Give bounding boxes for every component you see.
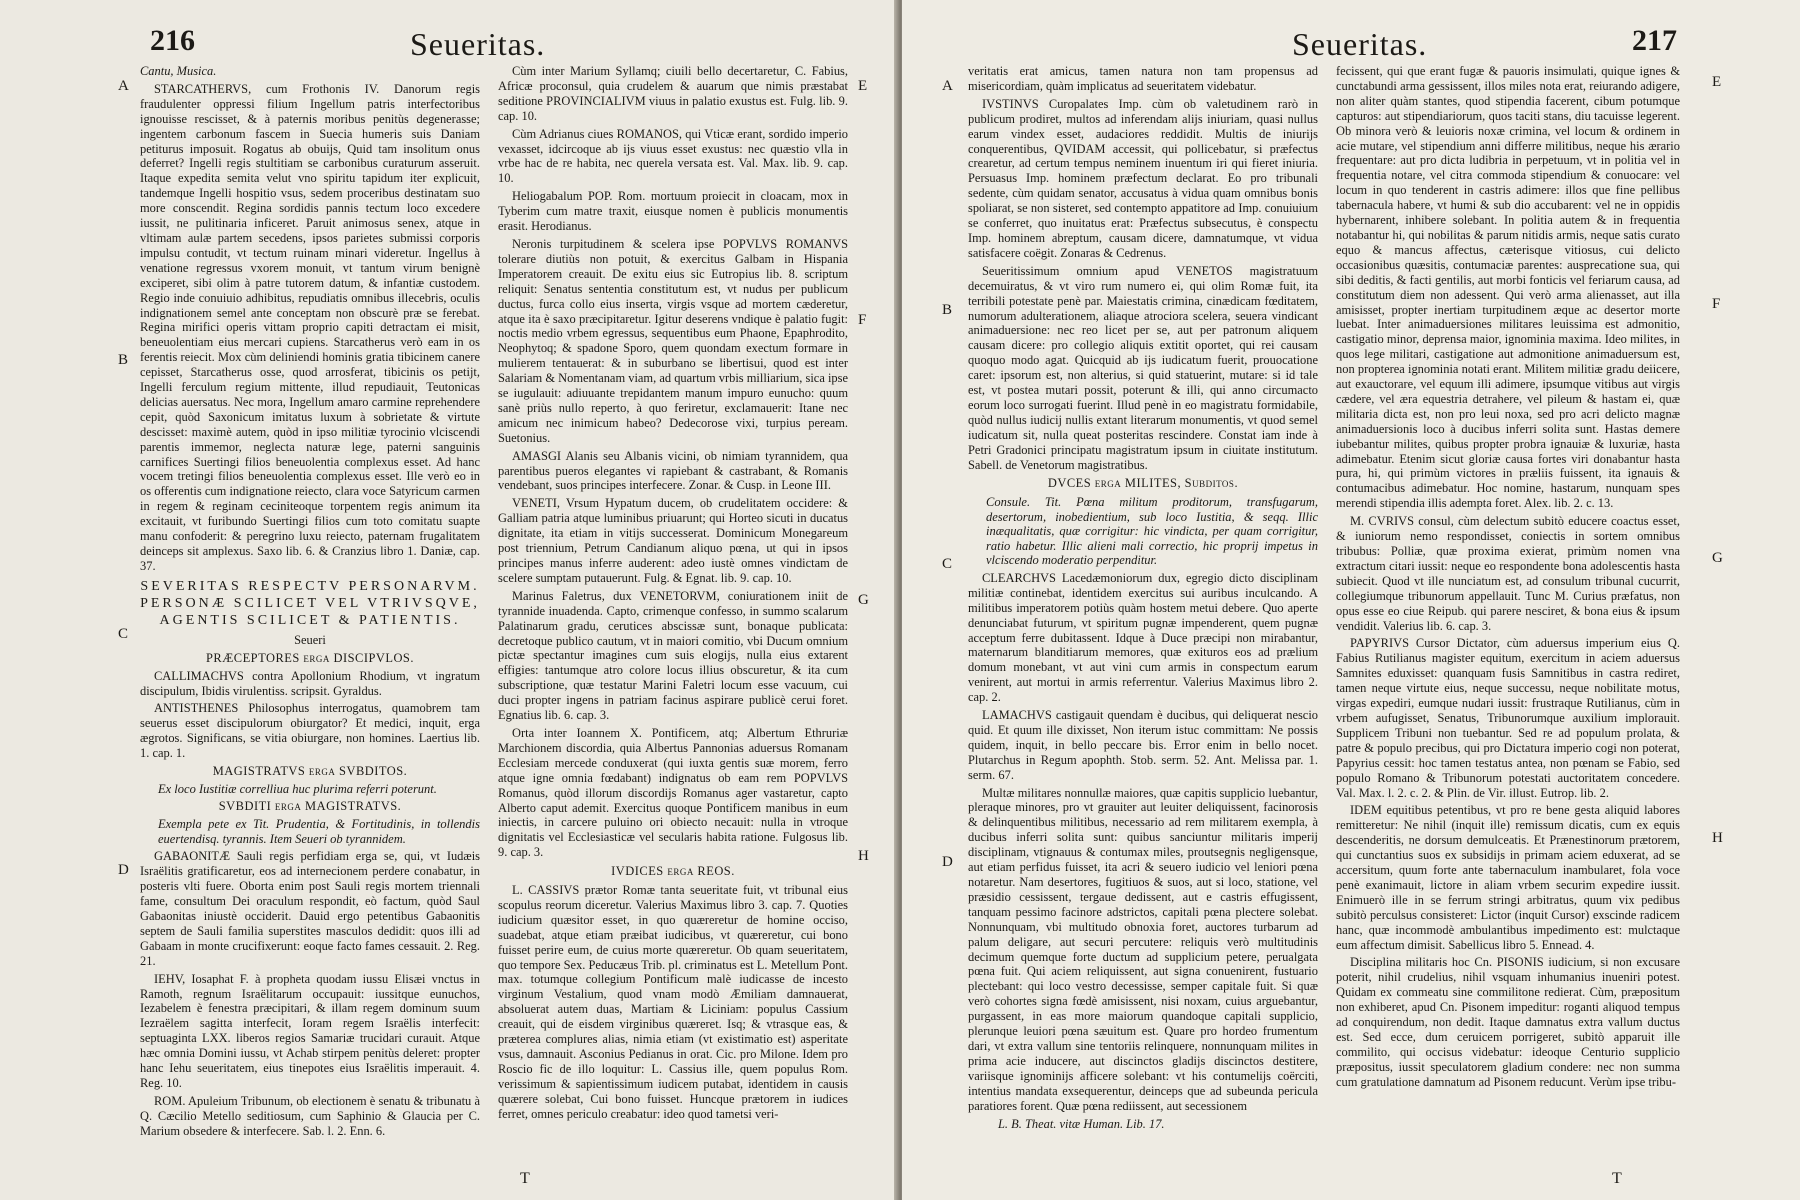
margin-letter-a: A xyxy=(942,78,953,94)
paragraph: Marinus Faletrus, dux VENETORVM, coniurationem iniit de tyrannide inuadenda. Capto, crimenque confesso, in summo scalarum Palatinarum gradu, cerutices abscissæ sunt, bonaque publicata: decretoque publico cautum, vt in maiori comitio, vbi Ducum omnium pictæ spectantur imagines cum suis elogijs, nulla eius extarent effigies: tantumque atro colore locus illius obscuretur, & ita cum subscriptione, quæ testatur Marini Faletri locum esse vacuum, cui duci propter ingens in patriam facinus aspirare publicè cerui foret. Egnatius lib. 6. cap. 3. xyxy=(498,588,848,723)
paragraph: Disciplina militaris hoc Cn. PISONIS iudicium, si non excusare poterit, nihil crudelius, nihil vsquam inhumanius inueniri potest. Quidam ex commeatu sine commilitone redierat. Cùm, præpositum non exhiberet, apud Cn. Pisonem impeditur: roganti aliquod tempus ad conquirendum, non dedit. Itaque damnatus extra vallum ductus est. Sed ecce, dum ceruicem porrigeret, subitò apparuit ille commilito, qui occisus videbatur: ideoque Centurio supplicio præpositus, iussit speculatorem gladium condere: nec non summa cum gratulatione damnatum ad Pisonem reducunt. Verùm ipse tribu- xyxy=(1336,955,1680,1089)
text-column-2 xyxy=(1336,64,1680,1093)
subheading: MAGISTRATVS erga SVBDITOS. xyxy=(212,764,408,779)
page-number: 216 xyxy=(150,24,195,57)
right-page xyxy=(902,0,1800,1200)
paragraph: AMASGI Alanis seu Albanis vicini, ob nimiam tyrannidem, qua parentibus pueros elegantes vi rapiebant & castrabant, & Romanis vendebant, suos principes interfecere. Zonar. & Cusp. in Leone III. xyxy=(498,448,848,493)
section-heading: DVCES erga MILITES, Subditos. xyxy=(1047,476,1239,491)
cross-reference-note: Exempla pete ex Tit. Prudentia, & Fortitudinis, in tollendis euertendisq. tyrannis. Item Seueri ob tyrannidem. xyxy=(158,817,480,846)
left-page xyxy=(0,0,898,1200)
section-heading: IVDICES erga REOS. xyxy=(611,864,735,879)
paragraph: Cantu, Musica. xyxy=(140,64,217,78)
paragraph: GABAONITÆ Sauli regis perfidiam erga se, qui, vt Iudæis Israëlitis gratificaretur, eos ad internecionem perdere conabatur, in posteris vlti fuere. Oborta enim post Sauli regis mortem triennali fame, consultum Dei oraculum respondit, eò factum, quòd Saul Gabaonitas iniustè occiderit. Dauid ergo petentibus Gabaonitis septem de Sauli familia superstites masculos dedidit: quos illi ad Gabaam in monte crucifixerunt: eoque facto fames cessauit. 2. Reg. 21. xyxy=(140,849,480,968)
paragraph: Cùm Adrianus ciues ROMANOS, qui Vticæ erant, sordido imperio vexasset, idcircoque ab ijs viuus esset exustus: nec quæstio vlla in vrbe hac de re habita, nec querela versata est. Val. Max. lib. 9. cap. 10. xyxy=(498,126,848,186)
paragraph: IVSTINVS Curopalates Imp. cùm ob valetudinem rarò in publicum prodiret, multos ad inferendam alijs iniuriam, quasi nullus earum vindex esset, audaciores reddidit. Multis de iniurijs conquerentibus, QVIDAM accessit, qui pollicebatur, si præfectus crearetur, ad certum tempus neminem inuentum iri qui fieret iniuria. Persuasus Imp. hominem præfectum declarat. Eo pro tribunali sedente, cùm quidam senator, accusatus à vidua quam omnibus bonis spoliarat, se non sisteret, sed contempto appatitore ad Imp. conuiuium se conferret, quo inuitatus erat: Præfectus subsecutus, è conspectu Imp. hominem abreptum, causam dicere, damnatumque, vt vidua satisfacere coëgit. Zonaras & Cedrenus. xyxy=(968,96,1318,260)
margin-letter-c: C xyxy=(942,556,953,572)
paragraph: Heliogabalum POP. Rom. mortuum proiecit in cloacam, mox in Tyberim cum matre traxit, eiusque nomen è publicis monumentis erasit. Herodianus. xyxy=(498,189,848,234)
paragraph: fecissent, qui que erant fugæ & pauoris insimulati, quique ignes & cunctabundi arma gessissent, illos miles nota erat, reiurando adigere, non aliter quàm stantes, quod stipendia facerent, cibum potumque capturos: aut stipendiariorum, quos taciti stans, diu tacuisse legerent. Ob minora verò & leuioris noxæ crimina, vel locum & ordinem in acie mutare, vel stipendium anni differre militibus, neque his ærario frequentare: aut pro dicta ludibria in perpetuum, vt in politia vel in frequentia notare, vel citra commoda stipendium & conuocare: vel locum in quo tenderent in castris adimere: illos que fine pellibus tabernacula habere, vt humi & sub dio accubarent: vel ne in oppidis hybernarent, inhibere solebant. In politia autem & in frequentia notabantur hi, qui nobilitas & parum nitidis armis, neque satis curato equo & mancus affectus, cæterisque vitiosus, cui delicto occasionibus quæsitis, contumaciæ parentes: ausprecatione sua, qui sibi deditis, & facti gentilis, aut morbi fonticis vel feriarum causa, ad constitutum diem non adessent. Qui verò arma alienasset, aut illa amisisset, propter inertiam turpitudinem æque ac desertor morte luebat. Inter animaduersiones militares leuissima est admonitio, castigatio minor, deprensa maior, ignominia maxima. Ideo milites, in quos lege militari, castigatione aut admonitione animaduersum est, non propterea ignominia notati erant. Militem militiæ gradu deiicere, aut exauctorare, vel equum illi adimere, ipsumque vitibus aut virgis cædere, vel æra equestria detrahere, vel pileum & hastam ei, quæ militaria dicta est, non pro leui noxa, sed pro acri delicto magnæ animaduersionis loco à ducibus inferri solita sunt. Hastas demere iubebantur milites, quibus propter probra ignauiæ & luxuriæ, hasta adimebatur. Etenim sicut gloriæ causa fortes viri donabantur hasta pura, hi, qui primùm victores in præliis fuissent, ita ignauis & contumacibus adimebatur. Hoc nomine, hastarum, nunquam spes merendi stipendia illis adempta foret. Alex. lib. 2. c. 13. xyxy=(1336,64,1680,511)
paragraph: STARCATHERVS, cum Frothonis IV. Danorum regis fraudulenter oppressi filium Ingellum patris interfectoribus ignouisse rescisset, & à paternis moribus penitùs degenerasse; ingentem carbonum fascem in Suecia humeris suis Daniam petiturus imposuit. Rogatus ab obuijs, Quid tam insolitum onus deferret? Ingelli regis stultitiam se carbonibus curaturum asseruit. Itaque expedita semita velut vno spiritu tapidum iter explicuit, tandemque Ingelli hospitio vsus, sedem proceribus destinatam suo more conscendit. Regina sordidis pannis tectum loco excedere iussit, ne pulitinaria inficeret. Paruit animosus senex, atque in vltimam aulæ partem secedens, ipsos parietes submissi corporis impulsu contudit, vt tectum ruinam minari videretur. Ingellus à venatione regressus vxorem monuit, vt tantum virum benignè exciperet, sibi olim à patre tutorem datum, & infantiæ custodem. Regio inde conuiuio adhibitus, repudiatis omnibus illecebris, oculis indignationem semel ante conceptam non obscurè præ se ferebat. Regina mirifici operis vittam proprio capiti detractam ei misit, beneuolentiam eius mercari cupiens. Starcatherus verò eam in os ferentis reiecit. Mox cùm deliniendi hominis gratia tibicinem canere cepisset, Starcatherus osse, quod arrosferat, tibicinis os petijt, Ingelli ferculum regium mittente, illud repudiauit, Teutonicas delicias auersatus. Nec mora, Ingellum amaro carmine reprehendere cepit, quòd Saxonicum imitatus luxum à sobrietate & virtute descisset: maximè autem, quòd in ipso militiæ tyrocinio vlciscendi parentis immemor, neglecta naturæ lege, paterni sanguinis carnifices Suertingi filios beneuolentia complexus esset. Ad hanc vocem tretingi filios beneuolentia complexus esset. Ille verò eo in os offerentis cum indignatione reiecto, clara voce Satyricum carmen in regem & reginam ceciniteoque torpentem regis animum ita excitauit, vt furibundo Suertingi filios cum toto comitatu suapte manu confoderit: & peregrino luxu reiecto, paternam frugalitatem deinceps sit amplexus. Saxo lib. 6. & Cranzius libro 1. Daniæ, cap. 37. xyxy=(140,81,480,573)
paragraph: L. CASSIVS prætor Romæ tanta seueritate fuit, vt tribunal eius scopulus reorum diceretur. Valerius Maximus libro 3. cap. 7. Quoties iudicium quæsitor esset, in quo quæreretur de homine occiso, suadebat, atque etiam præibat iudicibus, vt quæreretur, cui bono fuisset perire eum, de cuius morte quæreretur. Ob quam seueritatem, quo tempore Sex. Peducæus Trib. pl. criminatus est L. Metellum Pont. max. totumque collegium Pontificum malè iudicasse de incesto virginum Vestalium, quod vnam modò Æmiliam damnauerat, absoluerat autem duas, Martiam & Liciniam: populus Cassium creauit, qui de eisdem virginibus quæreret. Isq; & vtrasque eas, & præterea complures alias, nimia etiam (vt existimatio est) asperitate vsus, damnauit. Asconius Pedianus in orat. Cic. pro Milone. Idem pro Roscio fic de illo loquitur: L. Cassius ille, quem populus Rom. verissimum & sapientissimum iudicem putabat, identidem in causis quærere solebat, Cui bono fuisset. Huncque prætorem in iudices ferret, omnes periculo creabatur: ideo quod tametsi veri- xyxy=(498,883,848,1121)
cross-reference-note: Ex loco Iustitiæ correlliua huc plurima referri poterunt. xyxy=(158,781,437,796)
source-note: L. B. Theat. vitæ Human. Lib. 17. xyxy=(998,1116,1165,1131)
margin-letter-a: A xyxy=(118,78,129,94)
margin-letter-f: F xyxy=(858,312,867,328)
margin-letter-b: B xyxy=(118,352,129,368)
paragraph: CALLIMACHVS contra Apollonium Rhodium, vt ingratum discipulum, Ibidis virulentiss. scripsit. Gyraldus. xyxy=(140,668,480,698)
paragraph: PAPYRIVS Cursor Dictator, cùm aduersus imperium eius Q. Fabius Rutilianus magister equitum, exercitum in aciem aduersus Samnites eduxisset: quanquam fusis Samnitibus in castra rediret, tamen neque virtute eius, neque successu, neque nobilitate motus, virgas expediri, eumque nudari iussit: frustraque Rutilianus, cùm in vrbem aufugisset, Senatus, Tribunorumque auxilium implorauit. Supplicem Tribuni non tuebantur. Sed re ad populum prolata, & patre & populo precibus, qui pro Dictatura imperio cogi non poterat, Papyrius cessit: hoc tamen testatus antea, non pœnam se Fabio, sed populo Romano & Tribunorum potestati auctoritatem concedere. Val. Max. l. 2. c. 2. & Plin. de Vir. illust. Eutrop. lib. 2. xyxy=(1336,636,1680,800)
running-head: Seueritas. xyxy=(1292,26,1428,62)
subheading: PRÆCEPTORES erga DISCIPVLOS. xyxy=(206,650,414,665)
paragraph: LAMACHVS castigauit quendam è ducibus, qui deliquerat nescio quid. Et quum ille dixisset, Non iterum istuc committam: Ne possis quidem, inquit, in bello peccare bis. Error enim in bello nocet. Plutarchus in Regum apophth. Stob. serm. 52. Ant. Melissa par. 1. serm. 67. xyxy=(968,708,1318,782)
subheading: SVBDITI erga MAGISTRATVS. xyxy=(218,799,402,814)
text-column-2 xyxy=(498,64,848,1125)
paragraph: M. CVRIVS consul, cùm delectum subitò educere coactus esset, & iuniorum nemo respondisset, coniectis in sortem omnibus tribubus: Polliæ, quæ proxima exierat, primùm nomen vna extractum citari iussit: neque eo respondente bona adolescentis hasta subiecit. Quod vt ille nunciatum est, ad consulum tribunal cucurrit, collegiumque tribunorum appellauit. Tunc M. Curius præfatus, non opus esse eo ciue Reipub. qui parere nesciret, & bona eius & ipsum vendidit. Valerius lib. 6. cap. 3. xyxy=(1336,514,1680,633)
section-heading: SEVERITAS RESPECTV PERSONARVM. PERSONÆ SCILICET VEL VTRIVSQVE, AGENTIS SCILICET & PATIENTIS. xyxy=(140,578,480,628)
paragraph: Cùm inter Marium Syllamq; ciuili bello decertaretur, C. Fabius, Africæ proconsul, quia crudelem & auarum que nimis præstabat seditione PROVINCIALIVM viuus in palatio exustus est. Fulg. lib. 9. cap. 10. xyxy=(498,64,848,123)
paragraph: Multæ militares nonnullæ maiores, quæ capitis supplicio luebantur, pleraque minores, pro vt grauiter aut leuiter deliquissent, facinorosis & delinquentibus militibus, necessario ad rem militarem exempla, à ducibus inferri solita sunt: quibus sanciuntur militaris imperij disciplinam, vtignauus & contumax miles, proutsegnis negligensque, aut etiam perfidus fuisset, ita acri & seuero iudicio vel leniori pœna notaretur. Nam desertores, fugitiuos & suos, aut si loco, statione, vel præsidio cessissent, tergaue dedissent, aut e castris effugissent, tanquam pessimo facinore adstrictos, capitali pœna plectere solebat. Nonnunquam, vbi multitudo obnoxia foret, auctores turbarum ad palum deligare, aut securi percutere: reliquis verò multitudinis decimum quemque forte ductum ad supplicium petere, perualgata pœna fuit. Qui aciem reliquissent, aut signa conuenirent, fustuario plectebant: qui loco vestro decessisse, semper capitale fuit. Si quæ verò cohortes signa fœdè amisissent, nisi noxam, cuius arguebantur, purgassent, in eas more maiorum quandoque capitali supplicio, plerunque leuiori pœna sæuitum est. Quare pro hordeo frumentum dari, vt extra vallum sine tentoriis relinquere, nonnunquam milites in prima acie inducere, aut discinctos gladijs discinctos destitere, variisque ignominijs afficere solebant: vt his contumelijs coërciti, intentius mandata exsequerentur, deinceps que ad subeunda pericula paratiores forent. Quæ pœna rediissent, aut secessionem xyxy=(968,785,1318,1113)
margin-letter-d: D xyxy=(118,862,129,878)
margin-letter-e: E xyxy=(1712,74,1722,90)
paragraph: ANTISTHENES Philosophus interrogatus, quamobrem tam seuerus esset discipulorum obiurgator? Et medici, inquit, erga ægrotos. Significans, se vitia obiurgare, non homines. Laertius lib. 1. cap. 1. xyxy=(140,701,480,761)
margin-letter-c: C xyxy=(118,626,129,642)
margin-letter-g: G xyxy=(858,592,869,608)
running-head: Seueritas. xyxy=(410,26,546,62)
paragraph: veritatis erat amicus, tamen natura non tam propensus ad misericordiam, quàm implicatus ad seueritatem videbatur. xyxy=(968,64,1318,93)
margin-letter-h: H xyxy=(1712,830,1723,846)
margin-letter-d: D xyxy=(942,854,953,870)
text-column-1 xyxy=(968,64,1318,1134)
paragraph: VENETI, Vrsum Hypatum ducem, ob crudelitatem occidere: & Galliam patria atque luminibus priuarunt; qui Horteo sicuti in ducatus dignitate, ita etiam in vitijs successerat. Dominicum Monegareum post triennium, Petrum Candianum aliquo pœna, ut qui in ipsos principes manus inferre auderent: adeo iustè omnes vindictam de scelere sumptam putauerunt. Fulg. & Egnat. lib. 9. cap. 10. xyxy=(498,496,848,585)
subheading: Seueri xyxy=(294,632,326,647)
signature-mark: T xyxy=(1612,1170,1622,1187)
page-number: 217 xyxy=(1632,24,1677,57)
margin-letter-b: B xyxy=(942,302,953,318)
margin-letter-e: E xyxy=(858,78,868,94)
margin-letter-f: F xyxy=(1712,296,1721,312)
signature-mark: T xyxy=(520,1170,530,1187)
paragraph: IDEM equitibus petentibus, vt pro re bene gesta aliquid labores remitteretur: Ne nihil (inquit ille) remissum dicatis, cum ex equis descenderitis, ne dorsum demulceatis. Et Prænestinorum prætorem, qui cunctantius suos ex subsidijs in primam aciem eduxerat, ad se accersitum, quum forte ante tabernaculum inambularet, fola voce penè exanimauit, lictore in aliam vrbem securim expedire iussit. Enimuerò ille in se ferrum stringi arbitratus, quum vix pedibus subitò perculsus consisteret: Lictor (inquit Cursor) exscinde radicem hanc, quæ incommodè ambulantibus impedimento est: mulctaque eum affectum dimisit. Sabellicus libro 5. Ennead. 4. xyxy=(1336,803,1680,952)
margin-letter-h: H xyxy=(858,848,869,864)
paragraph: IEHV, Iosaphat F. à propheta quodam iussu Elisæi vnctus in Ramoth, regnum Israëlitarum occupauit: iussitque eunuchos, Iezabelem è fenestra præcipitari, & illam regem dominum suum Iezraëlem sagitta interfecit, Ioram regem Israëlis interfecit: septuaginta LXX. liberos regios Samariæ trucidari curauit. Atque hæc omnia Domini iussu, vt Achab stirpem penitùs deleret: propter hanc Iehu seueritatem, eius tinepotes eius Israëlitis imperauit. 4. Reg. 10. xyxy=(140,971,480,1090)
paragraph: Orta inter Ioannem X. Pontificem, atq; Albertum Ethruriæ Marchionem discordia, quia Albertus Pannonias aduersus Romanam Ecclesiam mercede conduxerat (qui iuxta gentis suæ morem, ferro atque igne omnia fœdabant) indignatus ob eam rem POPVLVS Romanus, quòd illorum discordijs Romanus ager vastaretur, capto Alberto caput ademit. Exercitus quoque Pontificem manibus in eum iniectis, in carcere puluino ori obiecto necauit: nulla in vtroque dignitatis vel Ecclesiasticæ vel secularis habita ratione. Fulgosus lib. 9. cap. 3. xyxy=(498,725,848,860)
paragraph: CLEARCHVS Lacedæmoniorum dux, egregio dicto disciplinam militiæ continebat, identidem exercitus sui auribus inculcando. A militibus imperatorem potiùs quàm hostem metui debere. Quo aperte denunciabat futurum, vt spiritum pugnæ impenderent, quem pugnæ acceptum ferre dubitassent. Idque à Duce præcipi non mirabantur, maternarum blanditiarum memores, quæ exituros eos ad prælium domum monebant, vt aut vini cum armis in conspectum earum venirent, aut mortui in armis referrentur. Valerius Maximus libro 2. cap. 2. xyxy=(968,570,1318,705)
text-column-1 xyxy=(140,64,480,1142)
margin-letter-g: G xyxy=(1712,550,1723,566)
paragraph: Seueritissimum omnium apud VENETOS magistratuum decemuiratus, & vt viro rum numero ei, qui olim Romæ fuit, ita terribili potestate penè par. Maiestatis crimina, cinædicam fœditatem, numorum adulterationem, aliaque atrociora scelera, seuera vindicant animaduersione: nec reo licet per se, aut per patronum aliquem causam dicere: pro collegio aliquis extitit oportet, qui rei causam quoquo modo agat. Quicquid ab ijs iudicatum fuerit, prouocatione caret: ipsorum est, non alterius, si quid statuerint, mutare: si id tale est, vt postea mutari possit, poterunt & illi, qui anno circumacto eorum loco surrogati fuerint. Illud penè in eo magistratu formidabile, quòd nullus iudicij nullis extant literarum monumentis, vt quod semel iudicatum sit, nulla queat posteritas rescindere. Constat iam inde à Petri Gradonici principatu magistratum ipsum in ciuitate institutum. Sabell. de Venetorum magistratibus. xyxy=(968,263,1318,472)
cross-reference-note: Consule. Tit. Pœna militum proditorum, transfugarum, desertorum, inobedientium, sub loco Iustitia, & seqq. Illic inæqualitatis, quæ corrigitur: hic vindicta, per quam corrigitur, ratio habetur. Illic alieni mali correctio, hic proprij impetus in vlciscendo moderatio perpenditur. xyxy=(986,495,1318,568)
paragraph: ROM. Apuleium Tribunum, ob electionem è senatu & tribunatu à Q. Cæcilio Metello seditiosum, cum Saphinio & Glaucia per C. Marium obsedere & interfecere. Sab. l. 2. Enn. 6. xyxy=(140,1093,480,1138)
paragraph: Neronis turpitudinem & scelera ipse POPVLVS ROMANVS tolerare diutiùs non potuit, & exercitus Galbam in Hispania Imperatorem creauit. De exitu eius sic Eutropius lib. 8. scriptum reliquit: Senatus sententia constitutum est, vt nudus per publicum ductus, furca collo eius inserta, virgis vsque ad mortem cæderetur, atque ita è saxo præcipitaretur. Igitur deserens vndique è palatio fugit: noctis medio vrbem egressus, sequentibus eum Phaone, Epaphrodito, Neophytoq; & spadone Sporo, quem quondam exectum formare in mulierem tentauerat: & in suburbano se libertisui, quod est inter Salariam & Nomentanam viam, ad quartum vrbis milliarium, sica ipse se iugulauit: adiuuante trepidantem manum impuro eunucho: quum sanè priùs nullo reperto, à quo feriretur, exclamauerit: Itane nec amicum nec inimicum habeo? Dedecorose vixi, turpius peream. Suetonius. xyxy=(498,236,848,445)
